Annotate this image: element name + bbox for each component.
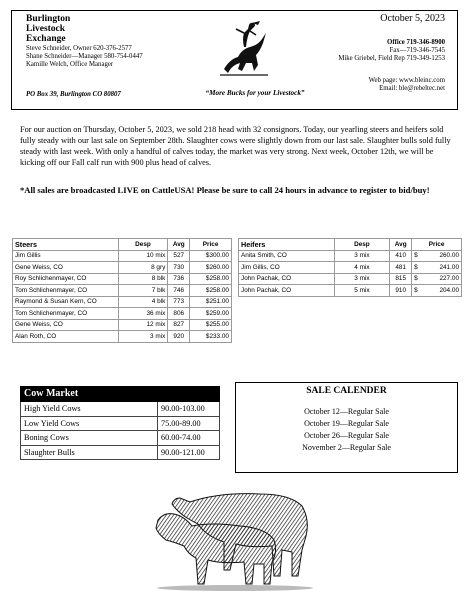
list-item: November 2—Regular Sale bbox=[302, 443, 391, 452]
contacts-left: Steve Schneider, Owner 620-376-2577 Shane Schneider—Manager 580-754-0447 Kamille Welch, Office Manager bbox=[26, 45, 143, 68]
list-item: October 19—Regular Sale bbox=[304, 419, 389, 428]
heifers-table bbox=[238, 238, 462, 297]
table-row: John Pachak, CO 5 mix 910 $ 204.00 bbox=[239, 285, 462, 297]
table-row: Tom Schlichenmayer, CO 7 blk 746 $258.00 bbox=[13, 285, 232, 297]
col-header: Price bbox=[190, 239, 232, 251]
col-header: Avg bbox=[390, 239, 412, 251]
col-header: Price bbox=[412, 239, 462, 251]
table-header-row bbox=[13, 239, 232, 251]
cow-market-box bbox=[20, 386, 220, 460]
table-header-row bbox=[239, 239, 462, 251]
list-item: High Yield Cows 90.00-103.00 bbox=[21, 402, 219, 417]
table-row: John Pachak, CO 3 mix 815 $ 227.00 bbox=[239, 273, 462, 285]
table-row: Jim Gillis, CO 4 mix 481 $ 241.00 bbox=[239, 262, 462, 274]
letterhead-box bbox=[11, 10, 458, 110]
cattle-illustration-icon bbox=[150, 480, 320, 592]
sale-calendar-box bbox=[235, 382, 458, 473]
table-row: Anita Smith, CO 3 mix 410 $ 260.00 bbox=[239, 250, 462, 262]
table-row: Gene Weiss, CO 8 gry 730 $260.00 bbox=[13, 262, 232, 274]
cow-market-title: Cow Market bbox=[20, 386, 220, 402]
sale-date: October 5, 2023 bbox=[380, 13, 445, 24]
table-row: Gene Weiss, CO 12 mix 827 $255.00 bbox=[13, 319, 232, 331]
cow-market-rows bbox=[20, 402, 220, 460]
col-header: Desp bbox=[118, 239, 168, 251]
table-row: Roy Schlichenmayer, CO 8 blk 736 $258.00 bbox=[13, 273, 232, 285]
list-item: Boning Cows 60.00-74.00 bbox=[21, 431, 219, 446]
list-item: Low Yield Cows 75.00-89.00 bbox=[21, 417, 219, 432]
col-header: Desp bbox=[334, 239, 390, 251]
col-header: Steers bbox=[13, 239, 119, 251]
col-header: Avg bbox=[168, 239, 190, 251]
table-row: Jim Gillis 10 mix 527 $300.00 bbox=[13, 250, 232, 262]
list-item: October 12—Regular Sale bbox=[304, 407, 389, 416]
sale-calendar-entries bbox=[236, 406, 457, 454]
table-row: Alan Roth, CO 3 mix 920 $233.00 bbox=[13, 331, 232, 343]
market-report-paragraph: For our auction on Thursday, October 5, 2023, we sold 218 head with 32 consignors. Today, our yearling steers and heifers sold fully steady with our last sale on September 28th. Slaughter cows were slightly down from our last sale. Slaughter bulls sold fully steady with last week. With only a handful of calves today, the market was very strong. Next week, October 12th, we will be kicking off our Fall calf run with 900 plus head of calves. bbox=[20, 125, 451, 167]
web-contacts: Web page: www.bleinc.com Email: ble@rebeltec.net bbox=[368, 77, 445, 92]
address: PO Box 39, Burlington CO 80807 bbox=[26, 91, 121, 98]
list-item: October 26—Regular Sale bbox=[304, 431, 389, 440]
steers-table bbox=[12, 238, 232, 343]
table-row: Tom Schlichenmayer, CO 36 mix 806 $259.00 bbox=[13, 308, 232, 320]
sale-calendar-title: SALE CALENDER bbox=[306, 386, 387, 396]
contacts-right: Office 719-346-8900 Fax—719-346-7545 Mike Griebel, Field Rep 719-349-1253 bbox=[338, 39, 445, 62]
list-item: Slaughter Bulls 90.00-121.00 bbox=[21, 446, 219, 461]
col-header: Heifers bbox=[239, 239, 335, 251]
slogan: “More Bucks for your Livestock” bbox=[205, 89, 305, 97]
company-name: Burlington Livestock Exchange bbox=[26, 14, 71, 44]
table-row: Raymond & Susan Kern, CO 4 blk 773 $251.00 bbox=[13, 296, 232, 308]
broadcast-notice: *All sales are broadcasted LIVE on CattleUSA! Please be sure to call 24 hours in advance to register to bid/buy! bbox=[20, 185, 430, 195]
